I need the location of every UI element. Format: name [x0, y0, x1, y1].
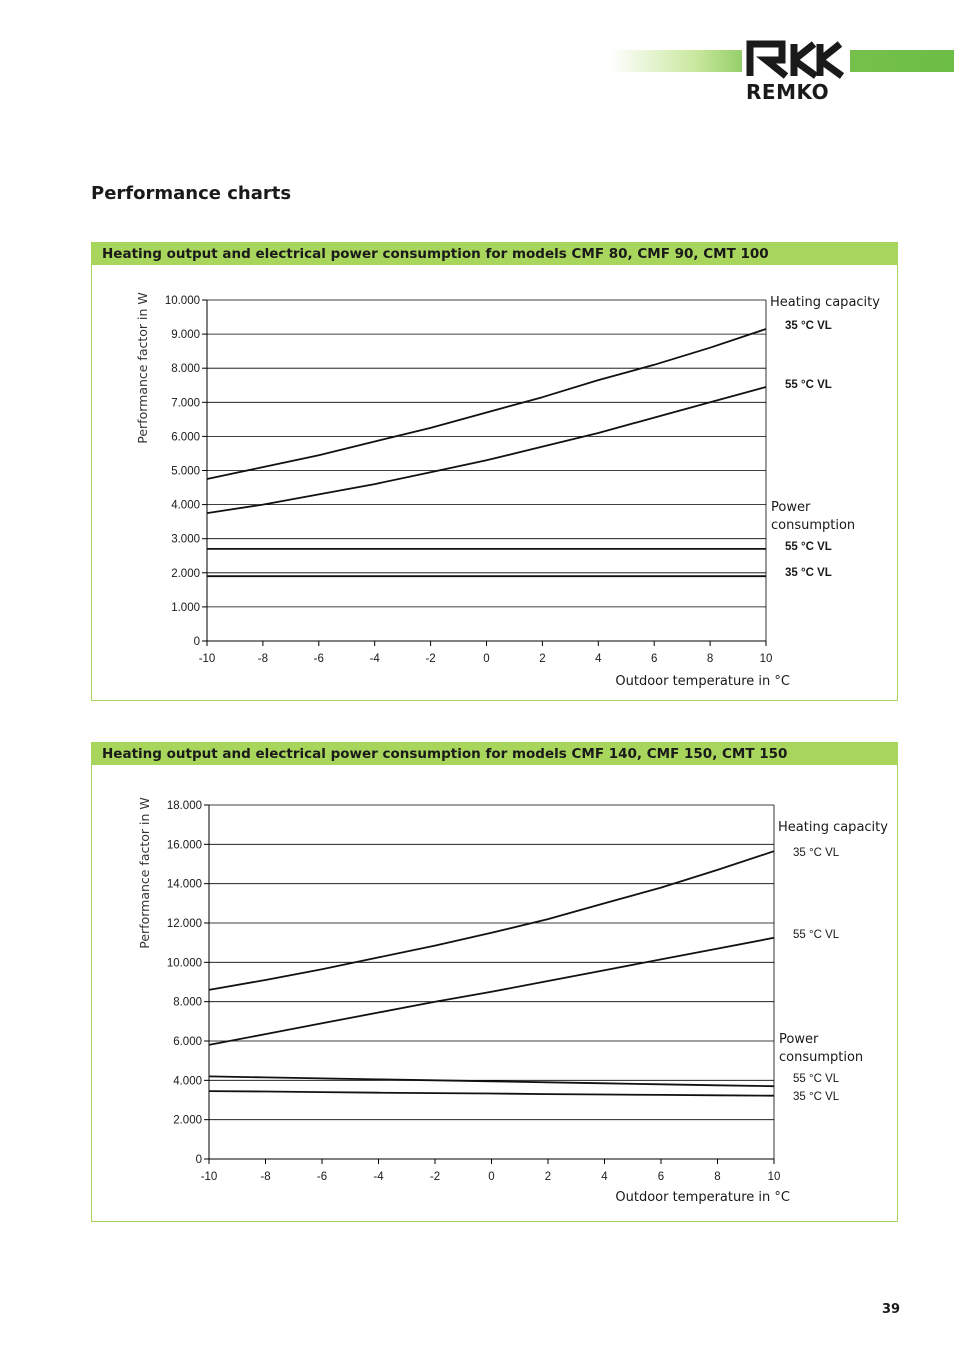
chart-1-ytick-label: 6.000: [171, 431, 200, 444]
chart-1-ytick-label: 1.000: [171, 601, 200, 614]
chart-2-xtick-label: -2: [429, 1171, 441, 1183]
chart-2-series-label: 55 °C VL: [793, 929, 840, 941]
chart-panel-1: [91, 242, 898, 701]
chart-2-series-label: 55 °C VL: [793, 1073, 840, 1085]
chart-1-svg: [92, 243, 899, 702]
chart-2-series-line: [209, 851, 774, 990]
page-title: Performance charts: [91, 183, 292, 204]
chart-1-xtick-label: 2: [539, 653, 546, 665]
chart-2-ytick-label: 6.000: [173, 1036, 202, 1048]
page-number: 39: [882, 1302, 901, 1317]
chart-1-xtick-label: 4: [595, 653, 602, 665]
chart-1-xtick-label: -6: [313, 653, 324, 665]
chart-2-group-label: consumption: [779, 1050, 864, 1065]
chart-1-x-axis-label: Outdoor temperature in °C: [615, 674, 790, 689]
chart-1-ytick-label: 4.000: [171, 499, 200, 512]
chart-1-series-label: 55 °C VL: [785, 379, 832, 391]
chart-2-group-label: Power: [779, 1032, 819, 1047]
chart-2-xtick-label: -8: [260, 1171, 271, 1183]
chart-1-ytick-label: 8.000: [171, 363, 200, 376]
chart-2-ytick-label: 14.000: [166, 878, 202, 891]
chart-1-series-line: [207, 329, 766, 479]
chart-1-ytick-label: 10.000: [164, 295, 200, 307]
chart-2-xtick-label: -10: [200, 1171, 218, 1183]
chart-2-ytick-label: 2.000: [173, 1114, 202, 1127]
chart-1-xtick-label: 10: [759, 653, 773, 665]
chart-2-xtick-label: -6: [316, 1171, 328, 1183]
chart-2-xtick-label: 8: [714, 1171, 721, 1183]
chart-2-ytick-label: 8.000: [173, 996, 202, 1009]
chart-1-group-label: Power: [771, 500, 811, 515]
chart-2-series-label: 35 °C VL: [793, 847, 840, 859]
chart-1-ytick-label: 3.000: [171, 533, 200, 546]
chart-1-xtick-label: 8: [706, 653, 714, 665]
chart-1-xtick-label: -4: [369, 653, 380, 665]
chart-2-xtick-label: 4: [601, 1171, 608, 1183]
chart-2-group-label: Heating capacity: [778, 820, 888, 835]
chart-1-xtick-label: -2: [425, 653, 436, 665]
brand-wordmark: REMKO: [746, 80, 830, 104]
chart-1-xtick-label: -10: [198, 653, 216, 665]
chart-panel-2: [91, 742, 898, 1222]
chart-2-ytick-label: 16.000: [166, 839, 202, 852]
chart-1-xtick-label: 0: [483, 653, 490, 665]
chart-1-xtick-label: -8: [257, 653, 269, 665]
chart-1-ytick-label: 9.000: [171, 329, 200, 342]
chart-1-ytick-label: 5.000: [171, 465, 200, 478]
chart-2-x-axis-label: Outdoor temperature in °C: [615, 1190, 790, 1205]
chart-2-xtick-label: 2: [544, 1171, 552, 1183]
chart-2-ytick-label: 0: [195, 1154, 202, 1166]
chart-2-ytick-label: 18.000: [166, 800, 202, 812]
chart-2-ytick-label: 12.000: [166, 918, 202, 930]
chart-1-group-label: consumption: [771, 518, 856, 533]
chart-1-ytick-label: 0: [193, 636, 200, 648]
chart-2-ytick-label: 10.000: [166, 957, 202, 970]
chart-1-ytick-label: 7.000: [171, 397, 200, 410]
chart-1-series-line: [207, 387, 766, 513]
chart-2-xtick-label: -4: [373, 1171, 384, 1183]
chart-1-series-label: 35 °C VL: [785, 320, 832, 332]
chart-1-title: Heating output and electrical power consumption for models CMF 80, CMF 90, CMT 100: [92, 243, 897, 265]
chart-2-series-line: [209, 1091, 774, 1096]
chart-2-y-axis-label: Performance factor in W: [137, 797, 152, 949]
chart-1-xtick-label: 6: [650, 653, 658, 665]
chart-1-series-label: 35 °C VL: [785, 567, 832, 579]
chart-2-series-line: [209, 1076, 774, 1086]
chart-2-series-label: 35 °C VL: [793, 1091, 840, 1103]
chart-2-title: Heating output and electrical power consumption for models CMF 140, CMF 150, CMT 150: [92, 743, 897, 765]
chart-2-xtick-label: 0: [488, 1171, 495, 1183]
chart-1-series-label: 55 °C VL: [785, 541, 832, 553]
chart-2-xtick-label: 6: [657, 1171, 665, 1183]
chart-1-y-axis-label: Performance factor in W: [135, 292, 150, 444]
chart-1-group-label: Heating capacity: [770, 295, 880, 310]
chart-2-series-line: [209, 938, 774, 1045]
chart-2-xtick-label: 10: [767, 1171, 781, 1183]
chart-2-svg: [92, 743, 899, 1223]
chart-2-ytick-label: 4.000: [173, 1075, 202, 1088]
chart-1-ytick-label: 2.000: [171, 567, 200, 580]
